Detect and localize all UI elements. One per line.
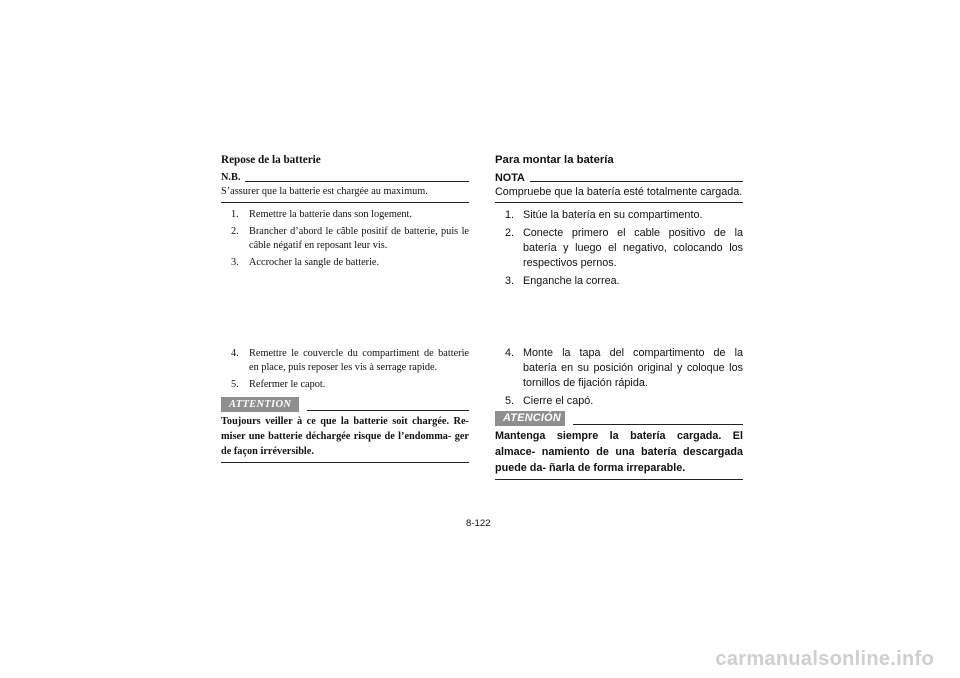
step-number: 5. (505, 395, 515, 407)
step-number: 1. (505, 209, 515, 221)
divider (573, 424, 743, 425)
caution-label: ATENCIÓN (495, 411, 565, 426)
note-header (495, 171, 743, 184)
note-label: NOTA (495, 172, 525, 184)
step-text: Enganche la correa. (523, 275, 620, 287)
list-item (221, 256, 469, 270)
watermark: carmanualsonline.info (715, 648, 934, 670)
step-text: Remettre la batterie dans son logement. (249, 209, 412, 220)
divider (245, 181, 469, 182)
list-item (495, 394, 743, 409)
section-heading: Para montar la batería (495, 154, 614, 166)
note-block (221, 171, 469, 203)
divider (307, 410, 469, 411)
step-text: Monte la tapa del compartimento de la batería en su posición original y coloque los tornillos de fijación rápida. (523, 347, 743, 389)
list-item (221, 378, 469, 392)
divider (495, 479, 743, 480)
list-item (495, 226, 743, 271)
steps-list (495, 346, 743, 412)
step-number: 3. (505, 275, 515, 287)
step-number: 5. (231, 379, 239, 390)
caution-header (221, 396, 469, 412)
list-item (495, 346, 743, 391)
note-header (221, 171, 469, 184)
step-text: Sitúe la batería en su compartimento. (523, 209, 703, 221)
divider (530, 181, 743, 182)
french-column (221, 153, 469, 457)
list-item (221, 347, 469, 375)
steps-list (221, 203, 469, 270)
note-text: S’assurer que la batterie est chargée au maximum. (221, 186, 428, 197)
step-number: 2. (231, 226, 239, 237)
caution-header (495, 410, 743, 426)
step-number: 1. (231, 209, 239, 220)
note-label: N.B. (221, 172, 241, 183)
caution-block (221, 396, 469, 463)
step-text: Accrocher la sangle de batterie. (249, 257, 380, 268)
caution-text: Toujours veiller à ce que la batterie soit chargée. Re- miser une batterie déchargée risque de l’endomma- ger de façon irréversible. (221, 416, 469, 457)
section-heading: Repose de la batterie (221, 154, 321, 166)
step-text: Conecte primero el cable positivo de la batería y luego el negativo, colocando los respectivos pernos. (523, 227, 743, 269)
steps-list (495, 203, 743, 289)
spanish-column (495, 153, 743, 474)
list-item (221, 208, 469, 222)
caution-label: ATTENTION (221, 397, 299, 412)
note-text: Compruebe que la batería esté totalmente cargada. (495, 186, 743, 198)
step-number: 4. (231, 348, 239, 359)
step-text: Brancher d’abord le câble positif de batterie, puis le câble négatif en reposant leur vis. (249, 226, 469, 251)
steps-list (221, 347, 469, 395)
caution-text: Mantenga siempre la batería cargada. El almace- namiento de una batería descargada puede da- ñarla de forma irreparable. (495, 430, 743, 474)
list-item (221, 225, 469, 253)
step-number: 2. (505, 227, 515, 239)
step-text: Remettre le couvercle du compartiment de batterie en place, puis reposer les vis à serrage rapide. (249, 348, 469, 373)
caution-block (495, 410, 743, 480)
note-block (495, 171, 743, 203)
step-text: Cierre el capó. (523, 395, 594, 407)
list-item (495, 274, 743, 289)
step-number: 3. (231, 257, 239, 268)
list-item (495, 208, 743, 223)
step-text: Refermer le capot. (249, 379, 326, 390)
step-number: 4. (505, 347, 515, 359)
page-number: 8-122 (466, 518, 491, 529)
divider (221, 462, 469, 463)
